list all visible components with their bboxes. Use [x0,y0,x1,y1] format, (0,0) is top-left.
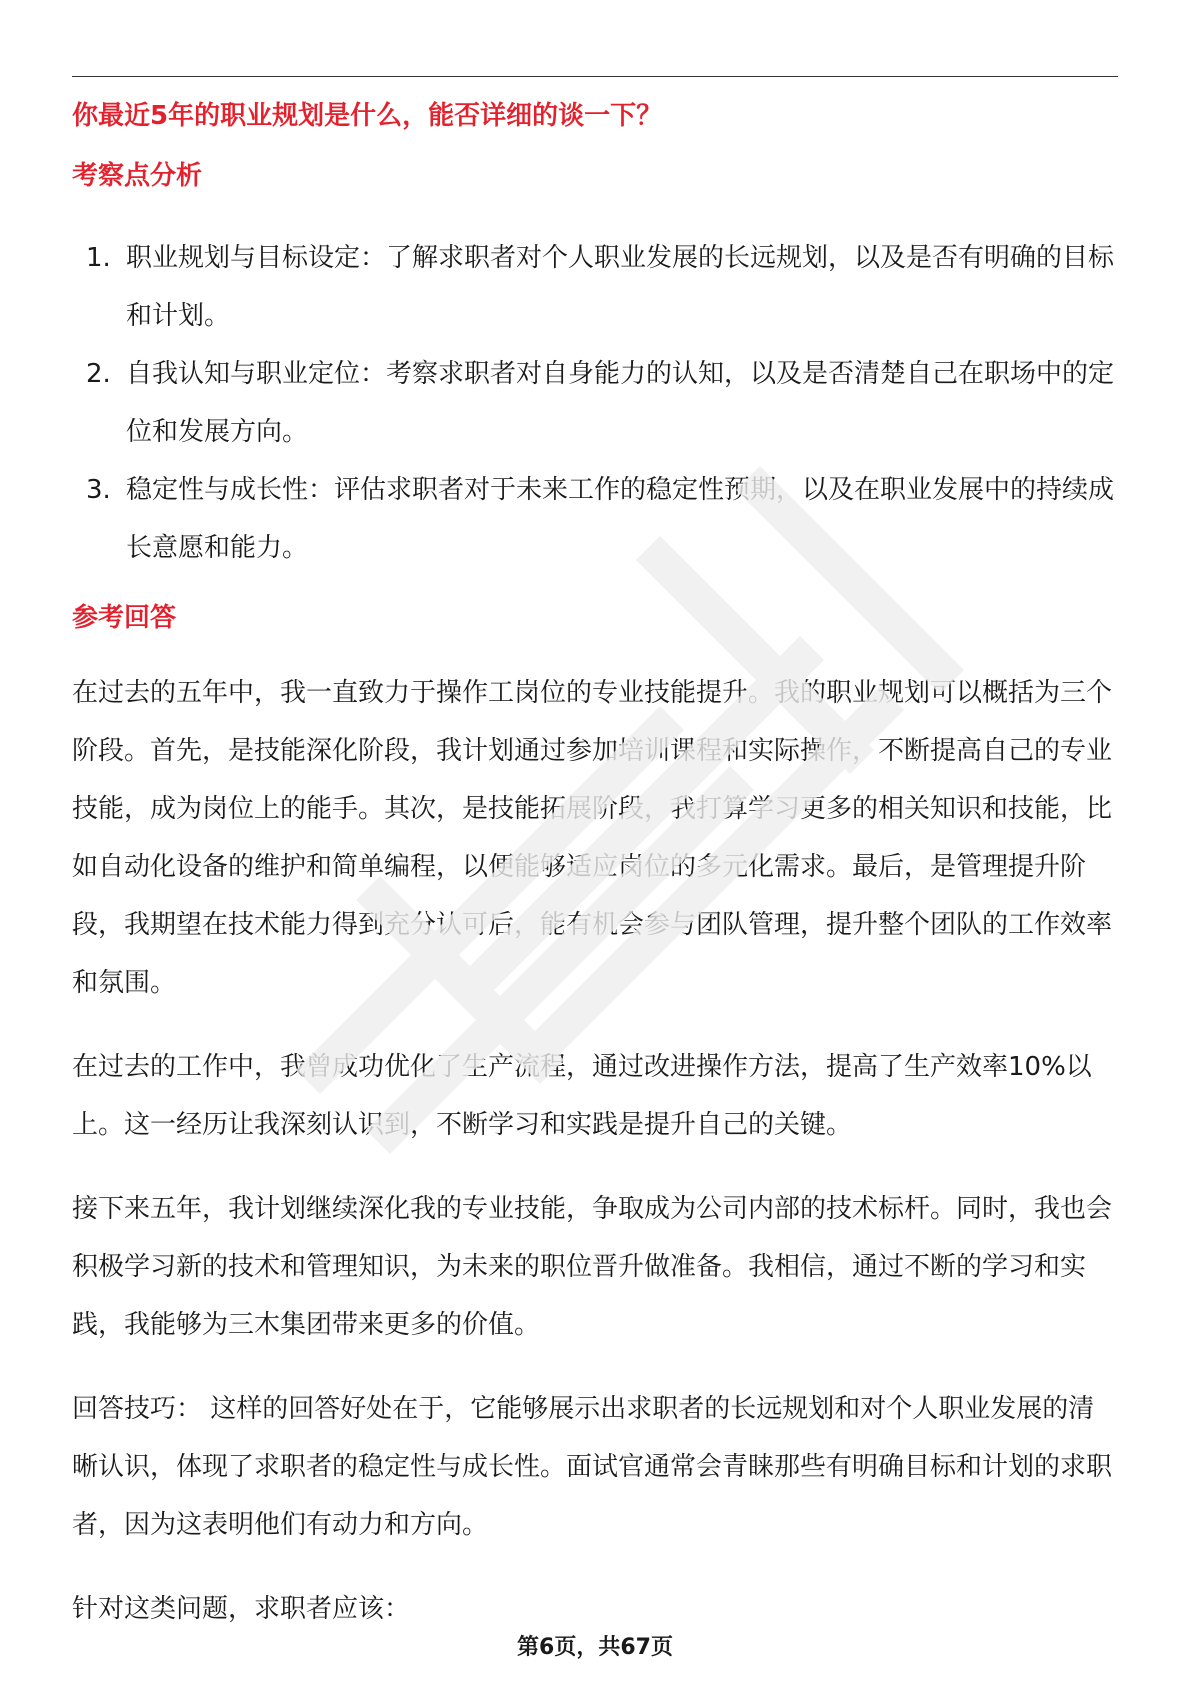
list-item [72,229,1118,345]
list-text: 自我认知与职业定位：考察求职者对自身能力的认知，以及是否清楚自己在职场中的定位和发展方向。 [126,359,1115,447]
top-divider [72,76,1118,77]
list-number: 1. [86,243,111,273]
tips-paragraph: 回答技巧： 这样的回答好处在于，它能够展示出求职者的长远规划和对个人职业发展的清晰认识，体现了求职者的稳定性与成长性。面试官通常会青睐那些有明确目标和计划的求职者，因为这表明他们有动力和方向。 [72,1394,1113,1540]
answer-paragraph: 在过去的工作中，我曾成功优化了生产流程，通过改进操作方法，提高了生产效率10%以上。这一经历让我深刻认识到，不断学习和实践是提升自己的关键。 [72,1052,1092,1140]
answer-heading: 参考回答 [72,603,177,633]
page-footer: 第6页，共67页 [517,1635,673,1660]
list-text: 稳定性与成长性：评估求职者对于未来工作的稳定性预期，以及在职业发展中的持续成长意愿和能力。 [126,475,1115,563]
list-number: 2. [86,359,111,389]
answer-paragraph: 接下来五年，我计划继续深化我的专业技能，争取成为公司内部的技术标杆。同时，我也会积极学习新的技术和管理知识，为未来的职位晋升做准备。我相信，通过不断的学习和实践，我能够为三木集团带来更多的价值。 [72,1194,1113,1340]
list-item [72,345,1118,461]
list-number: 3. [86,475,111,505]
question-title: 你最近5年的职业规划是什么，能否详细的谈一下？ [72,101,663,131]
closing-paragraph: 针对这类问题，求职者应该： [72,1594,411,1624]
list-text: 职业规划与目标设定：了解求职者对个人职业发展的长远规划，以及是否有明确的目标和计划。 [126,243,1115,331]
analysis-list [72,229,1118,577]
answer-paragraph: 在过去的五年中，我一直致力于操作工岗位的专业技能提升。我的职业规划可以概括为三个阶段。首先，是技能深化阶段，我计划通过参加培训课程和实际操作，不断提高自己的专业技能，成为岗位上的能手。其次，是技能拓展阶段，我打算学习更多的相关知识和技能，比如自动化设备的维护和简单编程，以便能够适应岗位的多元化需求。最后，是管理提升阶段，我期望在技术能力得到充分认可后，能有机会参与团队管理，提升整个团队的工作效率和氛围。 [72,678,1113,998]
analysis-heading: 考察点分析 [72,161,203,191]
list-item [72,461,1118,577]
